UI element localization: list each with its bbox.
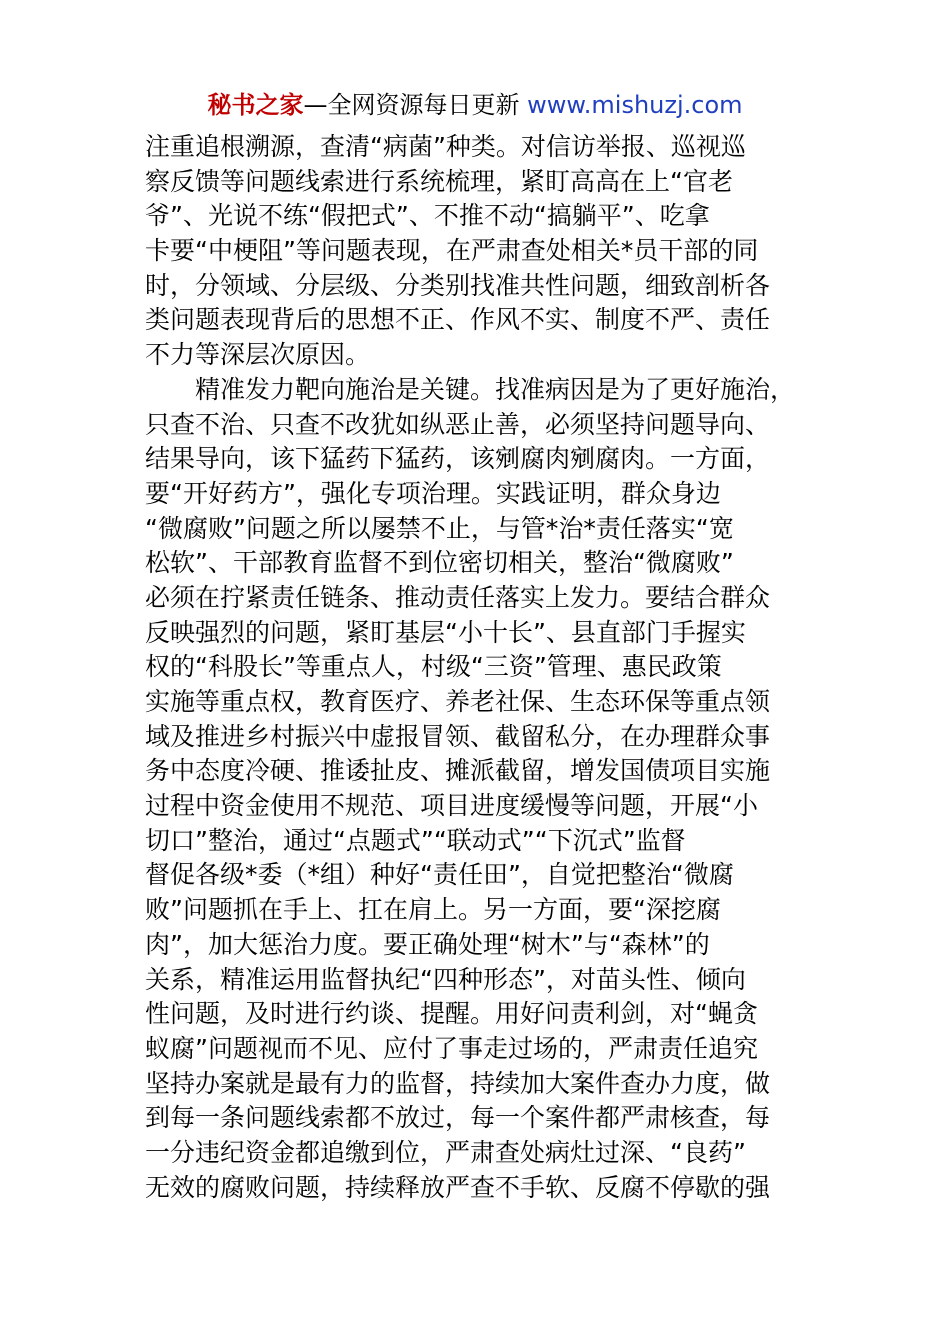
site-tagline: —全网资源每日更新 [303, 91, 528, 119]
site-url-link[interactable]: www.mishuzj.com [527, 91, 743, 119]
text-line: 督促各级*委（*组）种好“责任田”，自觉把整治“微腐 [145, 860, 734, 890]
text-line: 反映强烈的问题，紧盯基层“小十长”、县直部门手握实 [145, 617, 746, 647]
text-line: 性问题，及时进行约谈、提醒。用好问责利剑，对“蝇贪 [145, 999, 758, 1029]
text-line: 蚁腐”问题视而不见、应付了事走过场的，严肃责任追究 [145, 1033, 758, 1063]
text-line: 结果导向，该下猛药下猛药，该剜腐肉剜腐肉。一方面， [145, 444, 771, 474]
text-line: 松软”、干部教育监督不到位密切相关，整治“微腐败” [145, 548, 734, 578]
text-line: 爷”、光说不练“假把式”、不推不动“搞躺平”、吃拿 [145, 201, 710, 231]
text-line: 肉”，加大惩治力度。要正确处理“树木”与“森林”的 [145, 929, 710, 959]
text-line: 过程中资金使用不规范、项目进度缓慢等问题，开展“小 [145, 791, 758, 821]
text-line: 权的“科股长”等重点人，村级“三资”管理、惠民政策 [145, 652, 722, 682]
text-line: 到每一条问题线索都不放过，每一个案件都严肃核查，每 [145, 1103, 771, 1133]
text-line: 时，分领域、分层级、分类别找准共性问题，细致剖析各 [145, 270, 771, 300]
text-line: 关系，精准运用监督执纪“四种形态”，对苗头性、倾向 [145, 964, 746, 994]
text-line: 切口”整治，通过“点题式”“联动式”“下沉式”监督 [145, 825, 686, 855]
text-line: “微腐败”问题之所以屡禁不止，与管*治*责任落实“宽 [145, 513, 734, 543]
text-line: 无效的腐败问题，持续释放严查不手软、反腐不停歇的强 [145, 1172, 771, 1202]
text-line: 卡要“中梗阻”等问题表现，在严肃查处相关*员干部的同 [145, 236, 759, 266]
paragraph-start-line: 精准发力靶向施治是关键。找准病因是为了更好施治， [145, 374, 796, 404]
text-line: 域及推进乡村振兴中虚报冒领、截留私分，在办理群众事 [145, 721, 771, 751]
text-line: 实施等重点权，教育医疗、养老社保、生态环保等重点领 [145, 687, 771, 716]
text-line: 类问题表现背后的思想不正、作风不实、制度不严、责任 [145, 305, 771, 335]
text-line: 只查不治、只查不改犹如纵恶止善，必须坚持问题导向、 [145, 409, 771, 439]
text-line: 败”问题抓在手上、扛在肩上。另一方面，要“深挖腐 [145, 895, 721, 925]
text-line: 要“开好药方”，强化专项治理。实践证明，群众身边 [145, 478, 721, 508]
text-line: 察反馈等问题线索进行系统梳理，紧盯高高在上“官老 [145, 166, 733, 196]
site-name: 秘书之家 [207, 91, 304, 119]
text-line: 注重追根溯源，查清“病菌”种类。对信访举报、巡视巡 [145, 132, 746, 161]
document-body [145, 130, 825, 1205]
text-line: 务中态度冷硬、推诿扯皮、摊派截留，增发国债项目实施 [145, 756, 771, 786]
text-line: 一分违纪资金都追缴到位，严肃查处病灶过深、“良药” [145, 1137, 746, 1167]
page-header [0, 88, 950, 122]
text-line: 坚持办案就是最有力的监督，持续加大案件查办力度，做 [145, 1068, 771, 1098]
text-line: 不力等深层次原因。 [145, 340, 371, 370]
text-line: 必须在拧紧责任链条、推动责任落实上发力。要结合群众 [145, 582, 771, 612]
